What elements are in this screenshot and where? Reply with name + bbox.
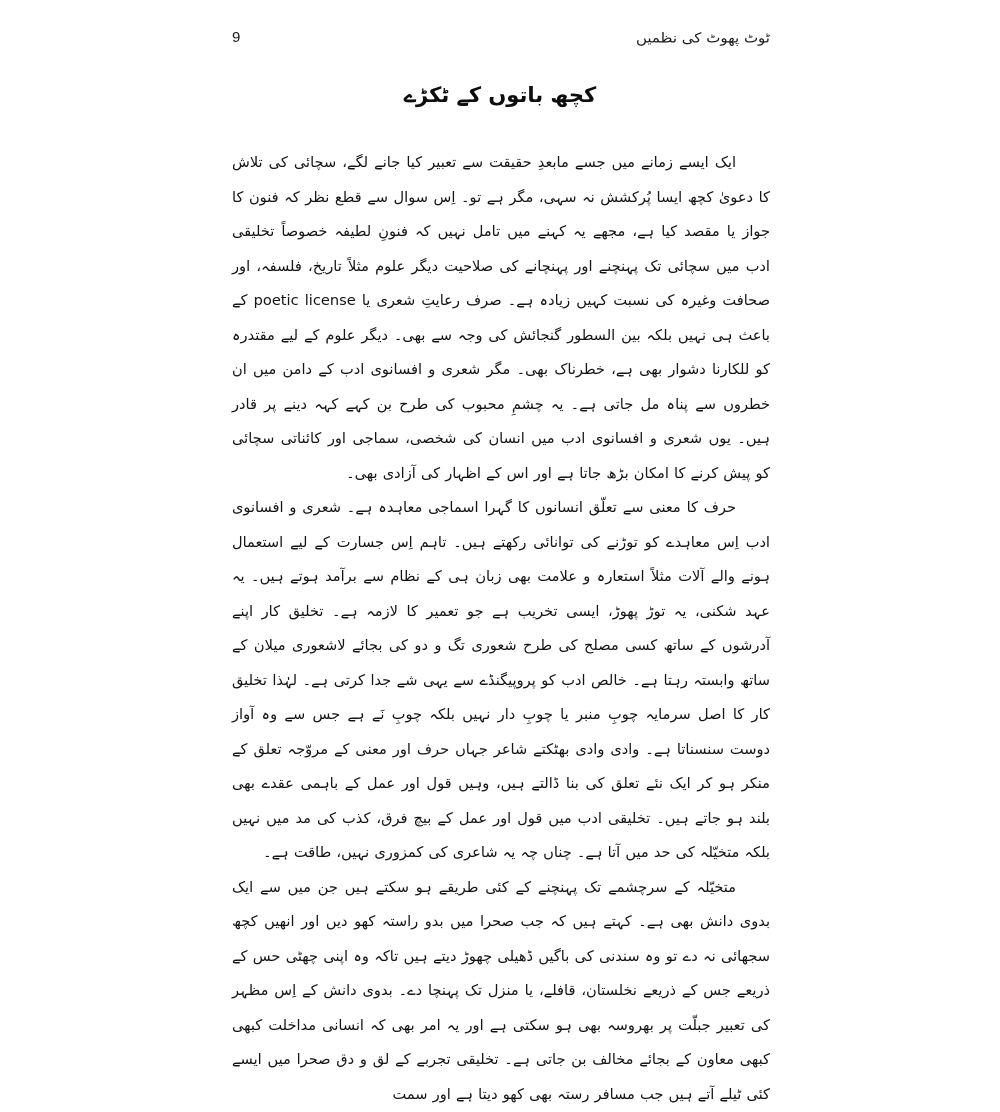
body-text-block <box>232 146 770 1112</box>
book-title-header: ٹوٹ پھوٹ کی نظمیں <box>636 28 770 48</box>
running-header <box>232 28 770 58</box>
paragraph: ایک ایسے زمانے میں جسے مابعدِ حقیقت سے تعبیر کیا جانے لگے، سچائی کی تلاش کا دعویٰ کچھ ایسا پُرکشش نہ سہی، مگر ہے تو۔ اِس سوال سے قطع نظر کہ فنون کا جواز یا مقصد کیا ہے، مجھے یہ کہنے میں تامل نہیں کہ فنونِ لطیفہ خصوصاً تخلیقی ادب میں سچائی تک پہنچنے اور پہنچانے کی صلاحیت دیگر علوم مثلاً تاریخ، فلسفہ، اور صحافت وغیرہ کی نسبت کہیں زیادہ ہے۔ صرف رعایتِ شعری یا poetic license کے باعث ہی نہیں بلکہ بین السطور گنجائش کی وجہ سے بھی۔ دیگر علوم کے لیے مقتدرہ کو للکارنا دشوار بھی ہے، خطرناک بھی۔ مگر شعری و افسانوی ادب کے دامن میں ان خطروں سے پناہ مل جاتی ہے۔ یہ چشمِ محبوب کی طرح بن کہے کہہ دینے پر قادر ہیں۔ یوں شعری و افسانوی ادب میں انسان کی شخصی، سماجی اور کائناتی سچائی کو پیش کرنے کا امکان بڑھ جاتا ہے اور اس کے اظہار کی آزادی بھی۔ <box>232 146 770 491</box>
page-number: 9 <box>232 28 240 48</box>
article-title: کچھ باتوں کے ٹکڑے <box>0 78 1000 112</box>
paragraph: حرف کا معنی سے تعلّق انسانوں کا گہرا اسماجی معاہدہ ہے۔ شعری و افسانوی ادب اِس معاہدے کو توڑنے کی توانائی رکھتے ہیں۔ تاہم اِس جسارت کے لیے استعمال ہونے والے آلات مثلاً استعارہ و علامت بھی زبان ہی کے نظام سے برآمد ہوتے ہیں۔ یہ عہد شکنی، یہ توڑ پھوڑ، ایسی تخریب ہے جو تعمیر کا لازمہ ہے۔ تخلیق کار اپنے آدرشوں کے ساتھ کسی مصلح کی طرح شعوری تگ و دو کی بجائے لاشعوری میلان کے ساتھ وابستہ رہتا ہے۔ خالص ادب کو پروپیگنڈے سے یہی شے جدا کرتی ہے۔ لہٰذا تخلیق کار کا اصل سرمایہ چوبِ منبر یا چوبِ دار نہیں بلکہ چوبِ نَے ہے جس سے وہ آواز دوست سنسناتا ہے۔ وادی وادی بھٹکتے شاعر جہاں حرف اور معنی کے مروّجہ تعلق کے منکر ہو کر ایک نئے تعلق کی بنا ڈالتے ہیں، وہیں قول اور عمل کے باہمی عقدے بھی بلند ہو جاتے ہیں۔ تخلیقی ادب میں قول اور عمل کے بیچ فرق، کذب کی مد میں نہیں بلکہ متخیّلہ کی حد میں آتا ہے۔ چناں چہ یہ شاعری کی کمزوری نہیں، طاقت ہے۔ <box>232 491 770 871</box>
paragraph: متخیّلہ کے سرچشمے تک پہنچنے کے کئی طریقے ہو سکتے ہیں جن میں سے ایک بدوی دانش بھی ہے۔ کہتے ہیں کہ جب صحرا میں بدو راستہ کھو دیں اور انھیں کچھ سجھائی نہ دے تو وہ سندنی کی باگیں ڈھیلی چھوڑ دیتے ہیں تاکہ وہ اپنی چھٹی حس کے ذریعے جس کے ذریعے نخلستان، قافلے، یا منزل تک پہنچا دے۔ بدوی دانش کے اِس مظہر کی تعبیر جبلّت پر بھروسہ بھی ہو سکتی ہے اور یہ امر بھی کہ انسانی مداخلت کبھی کبھی معاون کے بجائے مخالف بن جاتی ہے۔ تخلیقی تجربے کے لق و دق صحرا میں ایسے کئی ٹیلے آتے ہیں جب مسافر رستہ بھی کھو دیتا ہے اور سمت <box>232 871 770 1112</box>
